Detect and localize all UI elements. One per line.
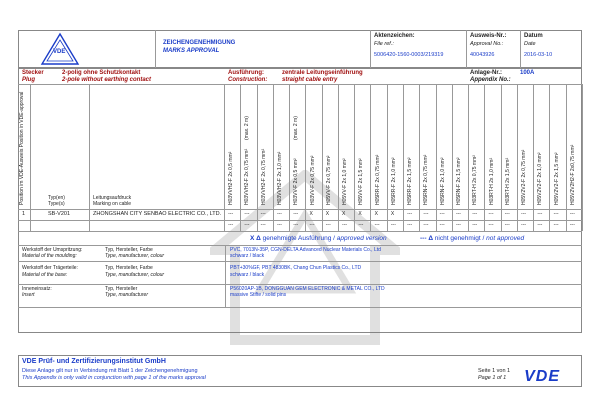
approval-mark: --- [521,211,527,217]
cable-column-divider [484,84,485,231]
cable-type-header: H05V2V2-F 2x 1,0 mm² [537,152,544,205]
cable-type-header: H03RT-H 2x 1,5 mm² [504,157,511,205]
approval-value: 40043926 [470,52,495,58]
cable-column-divider [240,84,241,231]
row-position: 1 [22,211,26,217]
cable-column-divider [436,84,437,231]
blank-mark: --- [325,222,331,228]
approval-label-de: Ausweis-Nr.: [470,33,507,39]
cable-type-header: H05V2V2H2-F 2x0,75 mm² [569,144,576,205]
footer-page-en: Page 1 of 1 [478,375,507,381]
approval-label-en: Approval No.: [470,41,504,47]
approval-mark: X [358,211,362,217]
footer-page-de: Seite 1 von 1 [478,368,511,374]
legend-not-approved-mark: --- [420,235,427,242]
cable-type-header: H03VVH2-F 2x 1,0 mm² [276,151,283,205]
blank-mark: --- [342,222,348,228]
cable-column-divider [387,84,388,231]
cable-type-header: H05RR-F 2x 1,0 mm² [390,157,397,205]
col-marking-de: Leitungsaufdruck [93,195,132,201]
cable-column-divider [354,84,355,231]
blank-mark: --- [488,222,494,228]
cable-column-divider [501,84,502,231]
blank-mark: --- [407,222,413,228]
blank-mark: --- [537,222,543,228]
cable-type-header: H05RN-F 2x 1,5 mm² [455,157,462,205]
cable-type-header: H03VV-F 2x 0,5 mm² [293,158,300,205]
approval-mark: --- [407,211,413,217]
file-ref-label-de: Aktenzeichen: [374,33,415,39]
legend-approved-de: genehmigte Ausführung [262,235,332,242]
approval-mark: X [374,211,378,217]
cable-type-header: H05VV-F 2x 1,0 mm² [342,158,349,205]
approval-mark: --- [569,211,575,217]
cable-column-divider [289,84,290,231]
approval-mark: X [309,211,313,217]
cable-type-header: H05V2V2-F 2x 1,5 mm² [553,152,560,205]
cable-type-header: H05RN-F 2x 1,0 mm² [439,157,446,205]
approval-mark: --- [537,211,543,217]
approval-mark: --- [488,211,494,217]
construction-value-en: straight cable entry [282,77,338,83]
col-marking-en: Marking on cable [93,201,132,207]
cable-type-header: H03VV-F 2x 0,75 mm² [309,155,316,205]
blank-mark: --- [309,222,315,228]
cable-type-header: H03RT-H 2x 0,75 mm² [472,155,479,205]
cable-column-divider [549,84,550,231]
blank-mark: --- [228,222,234,228]
appendix-value: 100A [520,70,535,76]
cable-column-divider [403,84,404,231]
cable-type-header: H05RR-F 2x 0,75 mm² [374,154,381,205]
footer-note-en: This Appendix is only valid in conjunction with page 1 of the marks approval [22,375,206,381]
blank-mark: --- [439,222,445,228]
blank-mark: --- [260,222,266,228]
blank-mark: --- [521,222,527,228]
cable-column-divider [517,84,518,231]
footer-vde-logo: VDE [524,368,560,385]
approval-mark: --- [244,211,250,217]
max-length-label: (max. 2 m) [244,116,251,140]
approval-mark: --- [455,211,461,217]
plug-value-en: 2-pole without earthing contact [62,77,152,83]
row-marking: ZHONGSHAN CITY SENBAO ELECTRIC CO., LTD. [93,211,222,217]
cable-column-divider [419,84,420,231]
cable-column-divider [370,84,371,231]
cable-column-divider [322,84,323,231]
cable-type-header: H03RT-H 2x 1,0 mm² [488,157,495,205]
header-logo-text: VDE [53,49,66,55]
construction-value-de: zentrale Leitungseinführung [282,70,363,76]
cable-column-divider [452,84,453,231]
blank-mark: --- [553,222,559,228]
blank-mark: --- [569,222,575,228]
footer-note-de: Diese Anlage gilt nur in Verbindung mit Blatt 1 der Zeichengenehmigung [22,368,198,374]
plug-value-de: 2-polig ohne Schutzkontakt [62,70,141,76]
approval-mark: --- [553,211,559,217]
col-type-de: Typ(en) [48,195,65,201]
approval-mark: --- [423,211,429,217]
plug-label-de: Stecker [22,70,44,76]
cable-type-header: H03VVH2-F 2x 0,5 mm² [228,151,235,205]
file-ref-value: 5006420-1560-0003/219319 [374,52,444,58]
col-type-en: Type(s) [48,201,65,207]
approval-mark: --- [439,211,445,217]
cable-type-header: H05V2V2-F 2x 0,75 mm² [521,149,528,205]
blank-mark: --- [374,222,380,228]
approval-mark: --- [260,211,266,217]
legend-not-approved: --- Δ nicht genehmigt / not approved [420,235,525,242]
blank-mark: --- [455,222,461,228]
approval-mark: X [342,211,346,217]
approval-mark: --- [228,211,234,217]
blank-mark: --- [423,222,429,228]
approval-mark: X [325,211,330,217]
cable-column-divider [468,84,469,231]
construction-label-de: Ausführung: [228,70,264,76]
date-label-de: Datum [524,33,543,39]
approval-mark: --- [276,211,282,217]
legend-approved: X Δ genehmigte Ausführung / approved version [250,235,387,242]
cable-type-header: H05RN-F 2x 0,75 mm² [423,154,430,205]
cable-type-header: H05VV-F 2x 1,5 mm² [358,158,365,205]
legend-not-approved-en: not approved [486,235,525,242]
cable-column-divider [273,84,274,231]
cable-column-divider [338,84,339,231]
max-length-label: (max. 2 m) [293,116,300,140]
legend-approved-en: approved version [336,235,387,242]
appendix-label-en: Appendix No.: [470,77,511,83]
cable-type-header: H03VVH2-F 2x 0,75 mm² [260,148,267,205]
blank-mark: --- [276,222,282,228]
approval-mark: --- [293,211,299,217]
date-value: 2016-03-10 [524,52,553,58]
cable-column-divider [582,84,583,231]
legend-not-approved-de: nicht genehmigt [434,235,481,242]
cable-type-header: H05RR-F 2x 1,5 mm² [407,157,414,205]
col-position-header: Position im VDE-Ausweis Position in VDE-approval [19,91,25,205]
blank-mark: --- [358,222,364,228]
row-type: SB-V201 [48,211,71,217]
legend-approved-mark: X [250,235,255,242]
file-ref-label-en: File ref.: [374,41,394,47]
blank-mark: --- [390,222,396,228]
footer-institute: VDE Prüf- und Zertifizierungsinstitut GmbH [22,358,166,365]
date-label-en: Date [524,41,536,47]
approval-mark: --- [504,211,510,217]
approval-mark: --- [472,211,478,217]
appendix-label-de: Anlage-Nr.: [470,70,503,76]
header-title: ZEICHENGENEHMIGUNG [163,40,236,46]
blank-mark: --- [293,222,299,228]
cable-column-divider [566,84,567,231]
cable-type-header: H05VV-F 2x 0,75 mm² [325,155,332,205]
plug-label-en: Plug [22,77,35,83]
blank-mark: --- [244,222,250,228]
cable-column-divider [305,84,306,231]
cable-column-divider [257,84,258,231]
header-subtitle: MARKS APPROVAL [163,48,220,54]
approval-appendix-page: VDE ZEICHENGENEHMIGUNG MARKS APPROVAL Aktenzeichen: File ref.: 5006420-1560-0003/219319 Ausweis-Nr.: Approval No.: 40043926 Datum Date 2016-03-10 Stecker Plug 2-polig ohne Schutzkontakt 2-pole without earthing contact Ausführung: Construction: zentrale Leitungseinführung straight cable entry Anlage-Nr.: Appendix No.: 100A Position im VDE-Ausweis Position in VDE-approval Typ(en) Type(s) Leitungsaufdruck Marking on cable H03VVH2-F 2x 0,5 mm² --- --- H03VVH2-F 2x 0,75 mm² --- --- H03VVH2-F 2x 0,75 mm² --- --- H03VVH2-F 2x 1,0 mm² --- --- H03VV-F 2x 0,5 mm² --- --- H03VV-F 2x 0,75 mm² X --- H05VV-F 2x 0,75 mm² X --- H05VV-F 2x 1,0 mm² X --- H05VV-F 2x 1,5 mm² X --- H05RR-F 2x 0,75 mm² X --- H05RR-F 2x 1,0 mm² X --- H05RR-F 2x 1,5 mm² --- --- H05RN-F 2x 0,75 mm² --- --- H05RN-F 2x 1,0 mm² --- --- H05RN-F 2x 1,5 mm² --- --- H03RT-H 2x 0,75 mm² --- --- H03RT-H 2x 1,0 mm² --- --- H03RT-H 2x 1,5 mm² --- --- H05V2V2-F 2x 0,75 mm² --- --- H05V2V2-F 2x 1,0 mm² --- --- H05V2V2-F 2x 1,5 mm² --- --- H05V2V2H2-F 2x0,75 mm² --- --- (max. 2 m) (max. 2 m) 1 SB-V201 ZHONGSHAN CITY SENBAO ELECTRIC CO., LTD. X Δ genehmigte Ausführung / approved version --- Δ nicht genehmigt / not approved Werkstoff der Umspritzung: Material of the moulding: Typ, Hersteller, Farbe Type, manufacturer, colour PVC, 7013N-35P, CGN-DELTA Advanced Nuclear Materials Co., Ltd schwarz / black Werkstoff der Trägerteile: Material of the base: Typ, Hersteller, Farbe Type, manufacturer, colour PBT+30%GF, PBT 4830BK, Chang Chun Plastics Co., LTD schwarz / black Inneneinsatz: Insert Typ, Hersteller Type, manufacturer P56020AP-1B, DONGGUAN GEM ELECTRONIC & METAL CO., LTD massive Stifte / solid pins VDE Prüf- und Zertifizierungsinstitut GmbH Diese Anlage gilt nur in Verbindung mit Blatt 1 der Zeichengenehmigung This Appendix is only valid in conjunction with page 1 of the marks approval Seite 1 von 1 Page 1 of 1 VDE [0,0,600,400]
cable-column-divider [533,84,534,231]
approval-mark: X [390,211,395,217]
blank-mark: --- [472,222,478,228]
cable-type-header: H03VVH2-F 2x 0,75 mm² [244,148,251,205]
construction-label-en: Construction: [228,77,268,83]
blank-mark: --- [504,222,510,228]
